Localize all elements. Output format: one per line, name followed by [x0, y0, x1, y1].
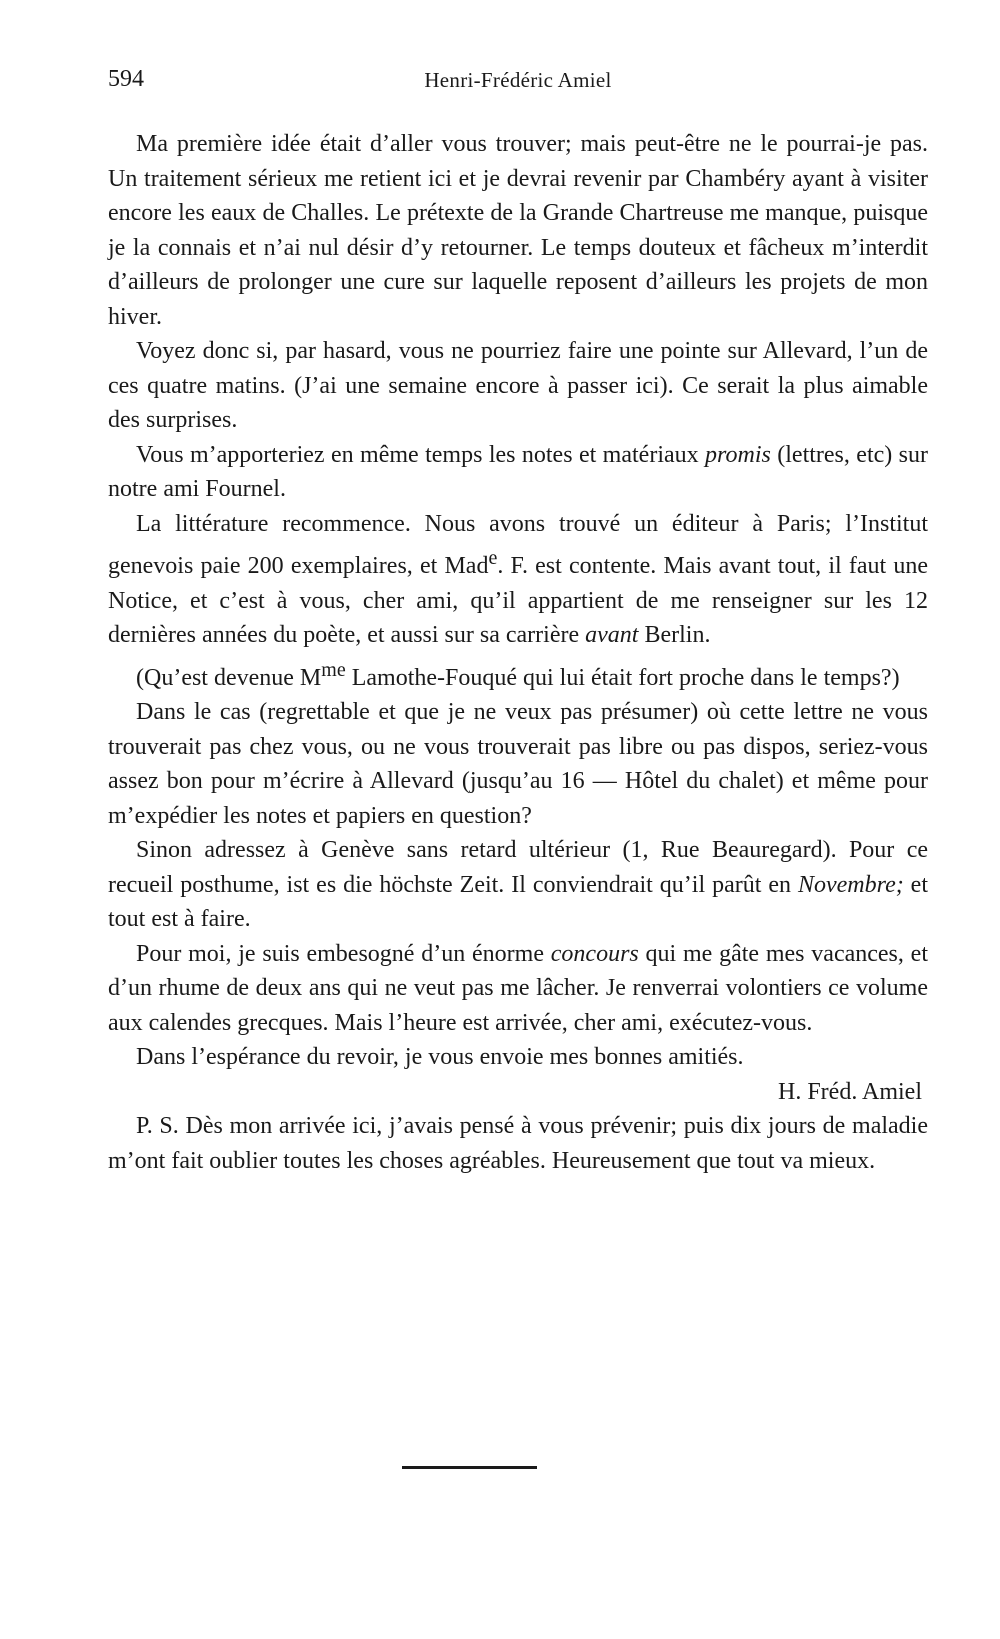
text-run: et tout est à faire. [108, 871, 928, 932]
paragraph [108, 507, 928, 653]
paragraph [108, 438, 928, 507]
superscript: e [488, 547, 498, 569]
page-number: 594 [108, 66, 144, 92]
paragraph [108, 937, 928, 1041]
paragraph: Dans l’espérance du revoir, je vous envoie mes bonnes amitiés. [136, 1044, 744, 1070]
paragraph: Voyez donc si, par hasard, vous ne pourriez faire une pointe sur Allevard, l’un de ces quatre matins. (J’ai une semaine encore à passer ici). Ce serait la plus aimable des surprises. [108, 338, 928, 433]
letter-body [108, 127, 928, 1178]
text-run: (lettres, etc) sur notre ami Fournel. [108, 441, 928, 502]
paragraph: Dans le cas (regrettable et que je ne veux pas présumer) où cette lettre ne vous trouverait pas chez vous, ou ne vous trouverait pas libre ou pas dispos, seriez-vous assez bon pour m’écrire à Allevard (jusqu’au 16 — Hôtel du chalet) et même pour m’expédier les notes et papiers en question? [108, 699, 928, 829]
emphasis: concours [550, 940, 639, 967]
paragraph: Ma première idée était d’aller vous trouver; mais peut-être ne le pourrai-je pas. Un traitement sérieux me retient ici et je devrai revenir par Chambéry ayant à visiter encore les eaux de Challes. Le prétexte de la Grande Chartreuse me manque, puisque je la connais et n’ai nul désir d’y retourner. Le temps douteux et fâcheux m’interdit d’ailleurs de prolonger une cure sur laquelle reposent d’ailleurs les projets de mon hiver. [108, 131, 928, 330]
postscript: P. S. Dès mon arrivée ici, j’avais pensé à vous prévenir; puis dix jours de maladie m’ont fait oublier toutes les choses agréables. Heureusement que tout va mieux. [108, 1113, 928, 1174]
emphasis: avant [585, 622, 639, 648]
text-run: La littérature recommence. Nous avons trouvé un éditeur à Paris; l’Institut genevois paie 200 exemplaires, et Mad [108, 510, 928, 579]
emphasis: promis [705, 441, 771, 468]
text-run: . F. est contente. Mais avant tout, il faut une Notice, et c’est à vous, cher ami, qu’il appartient de me renseigner sur les 12 dernières années du poète, et aussi sur sa carrière [108, 553, 928, 648]
text-run: (Qu’est devenue M [136, 664, 322, 691]
text-run: Pour moi, je suis embesogné d’un énorme [136, 940, 551, 967]
page-header [108, 66, 928, 106]
text-run: qui me gâte mes vacances, et d’un rhume de deux ans qui ne veut pas me lâcher. Je renverrai volontiers ce volume aux calendes grecques. Mais l’heure est arrivée, cher ami, exécutez-vous. [108, 940, 929, 1036]
running-title: Henri-Frédéric Amiel [424, 68, 612, 92]
text-run: Vous m’apporteriez en même temps les notes et matériaux [136, 441, 706, 468]
text-run: Berlin. [638, 622, 711, 648]
text-run: Sinon adressez à Genève sans retard ultérieur (1, Rue Beauregard). Pour ce recueil posthume, ist es die höchste Zeit. Il conviendrait qu’il parût en [108, 837, 928, 898]
superscript: me [321, 658, 346, 681]
emphasis: Novembre; [797, 871, 904, 898]
signature: H. Fréd. Amiel [778, 1078, 922, 1105]
paragraph [108, 653, 928, 696]
text-run: Lamothe-Fouqué qui lui était fort proche dans le temps?) [345, 664, 900, 691]
paragraph [108, 833, 928, 937]
end-rule [402, 1466, 537, 1469]
